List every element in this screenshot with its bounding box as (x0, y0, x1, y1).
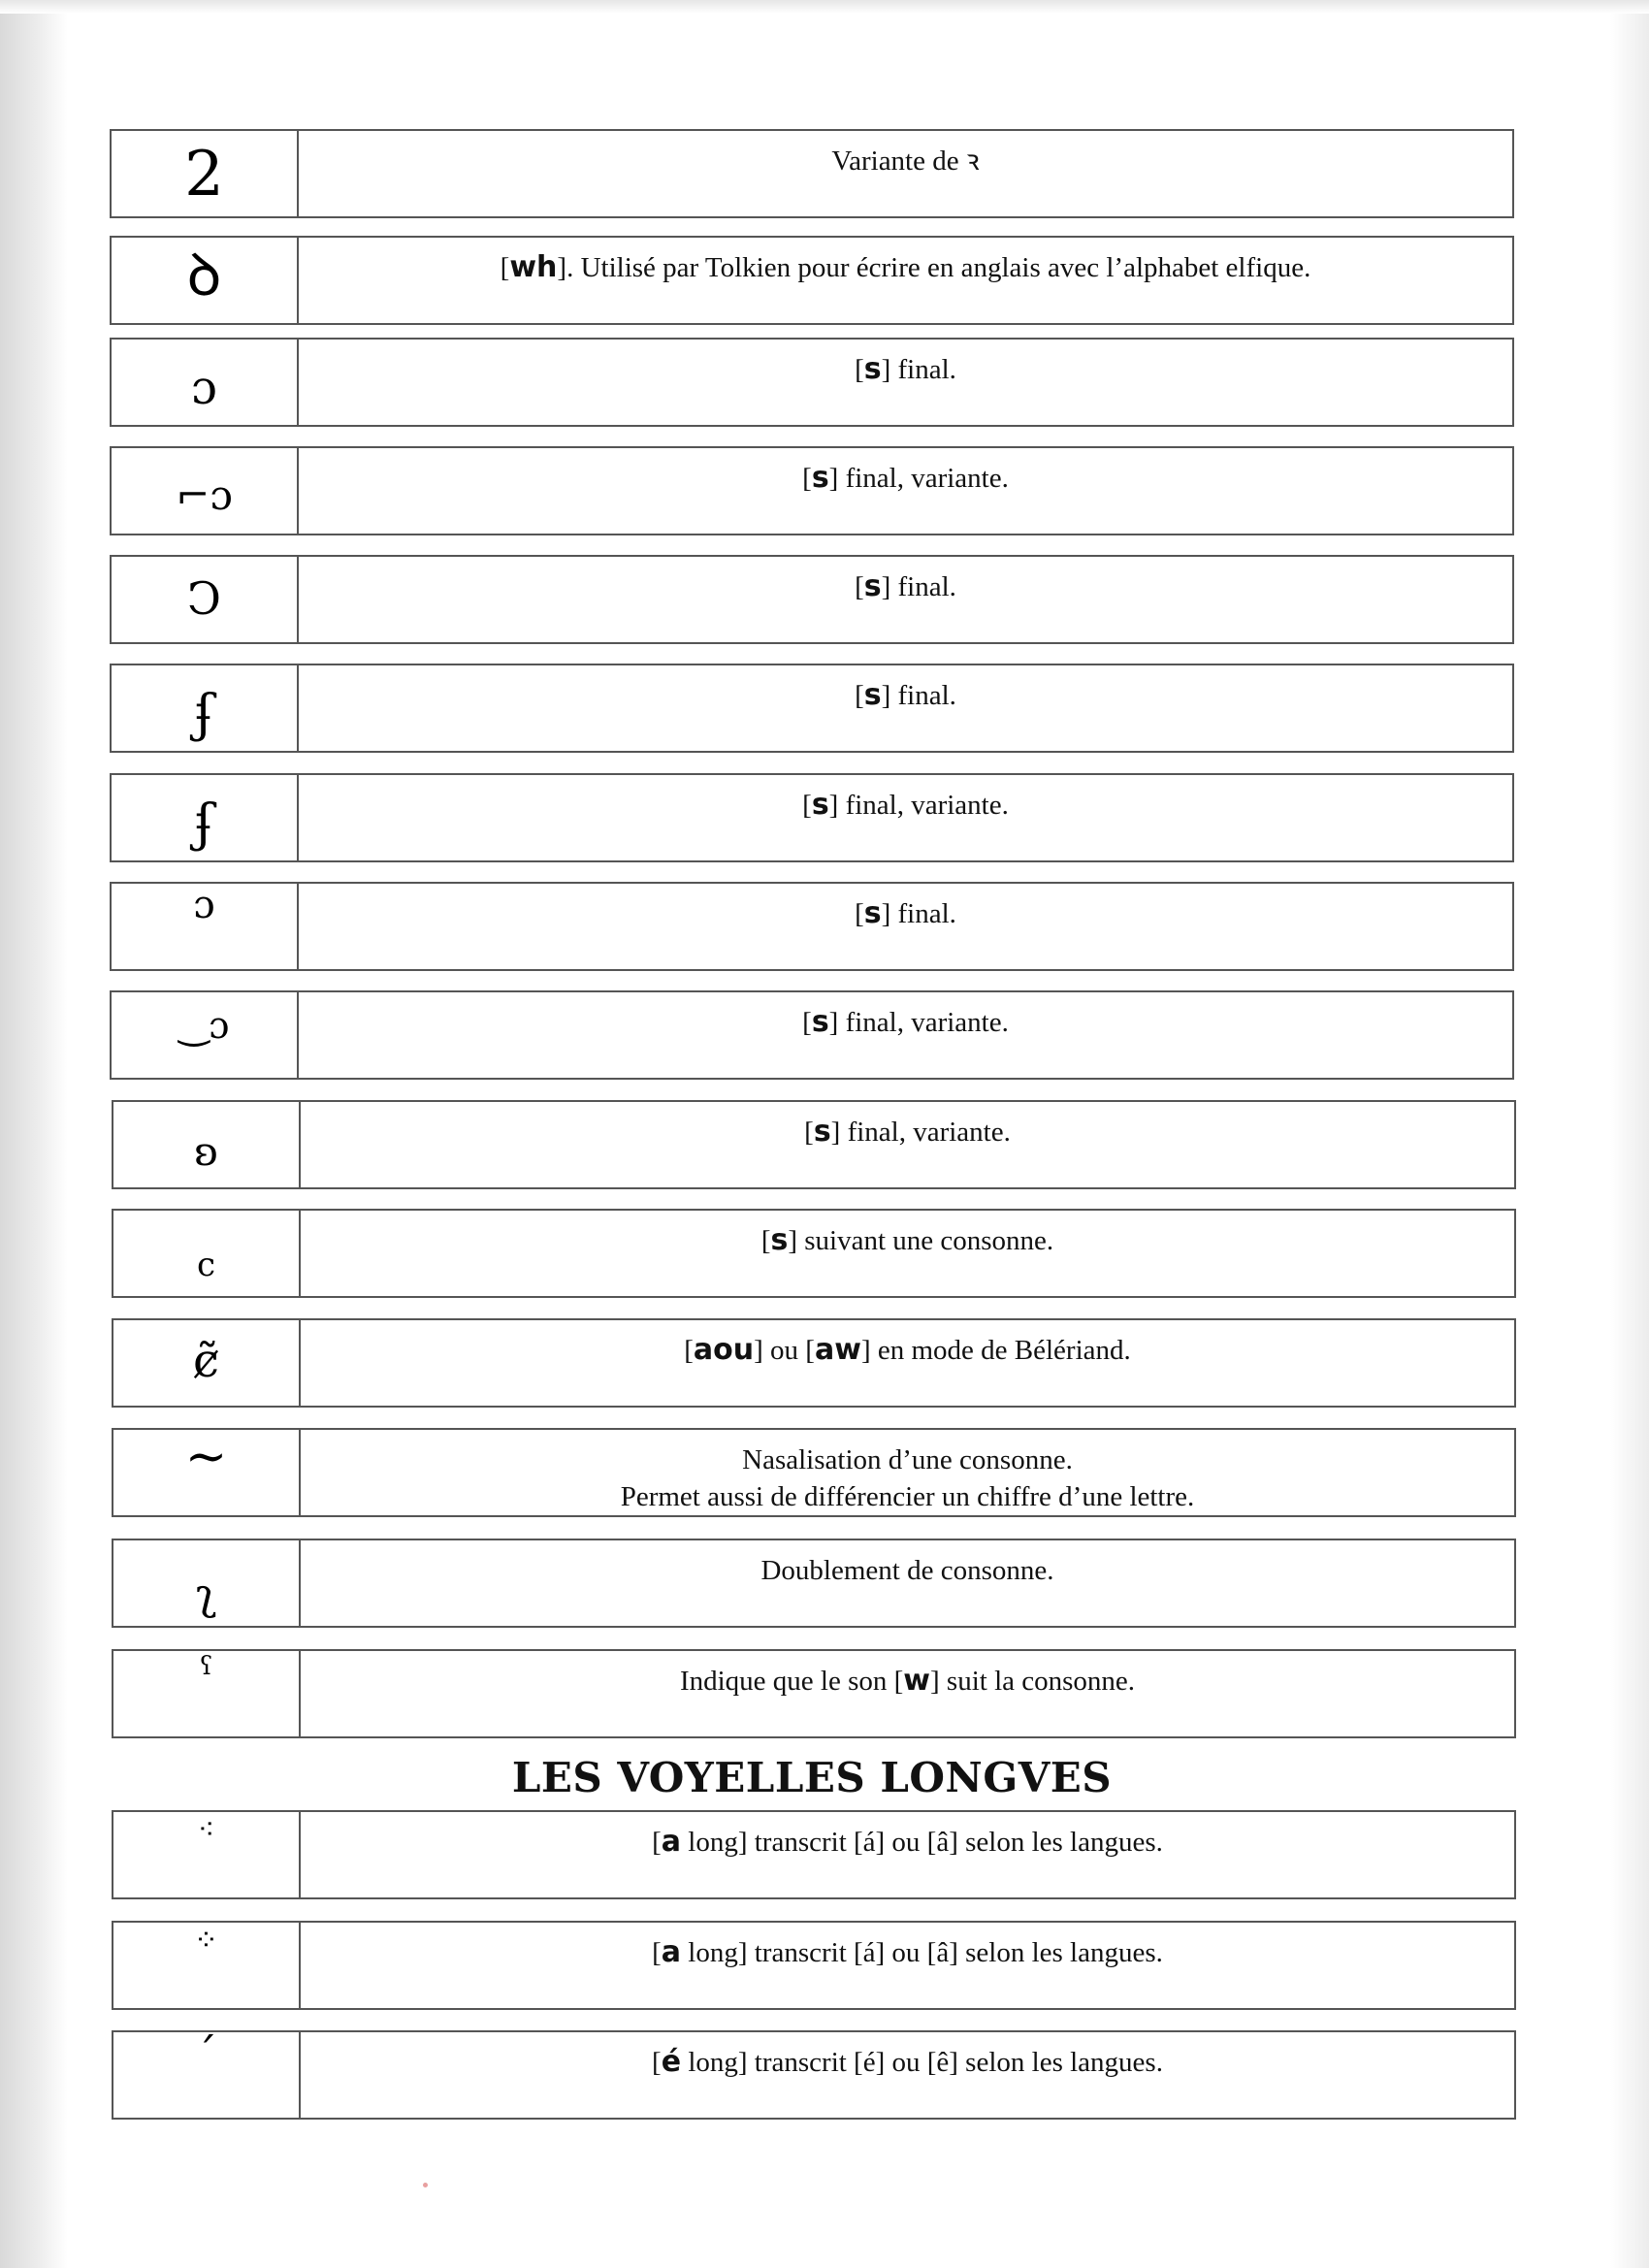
glyph-cell (112, 448, 299, 534)
phoneme-label: s (863, 678, 882, 712)
description-text: ] final. (881, 571, 956, 602)
tengwar-glyph: ɔ (193, 883, 215, 927)
table-row (112, 1100, 1516, 1189)
glyph-cell (113, 1540, 301, 1626)
description-text: long] transcrit [á] ou [â] selon les langues. (681, 1937, 1163, 1968)
description-text: [ (802, 463, 812, 494)
table-row (112, 1539, 1516, 1628)
description-text: [ (855, 898, 864, 929)
description-cell (299, 340, 1512, 425)
description-text: [ (855, 354, 864, 385)
description-text: ] final, variante. (828, 463, 1009, 494)
glyph-cell (113, 1211, 301, 1296)
scan-shadow-left (0, 0, 68, 2268)
description-text: ] final, variante. (828, 790, 1009, 821)
description-text: [ (500, 252, 510, 283)
description-cell (299, 448, 1512, 534)
table-row (110, 990, 1514, 1080)
description-text: Nasalisation d’une consonne. (742, 1444, 1073, 1475)
description-text: ] ou [ (754, 1335, 815, 1366)
description-text: ] en mode de Bélériand. (860, 1335, 1131, 1366)
phoneme-label: aw (814, 1333, 861, 1367)
phoneme-label: s (811, 1005, 829, 1039)
tengwar-glyph: ʚ (194, 1130, 218, 1175)
description-text: [ (802, 1007, 812, 1038)
description-text: [ (652, 2047, 662, 2078)
phoneme-label: a (661, 1935, 682, 1969)
table-row (112, 1810, 1516, 1899)
description-text: Permet aussi de différencier un chiffre d’une lettre. (620, 1481, 1195, 1512)
description-cell (301, 1923, 1514, 2008)
description-cell (299, 884, 1512, 969)
table-row (112, 1921, 1516, 2010)
phoneme-label: aou (693, 1333, 755, 1367)
description-text: ꝛ (965, 146, 980, 177)
tengwar-glyph: ˊ (195, 2028, 217, 2081)
description-text: [ (855, 680, 864, 711)
description-cell (299, 131, 1512, 216)
tengwar-glyph: ‿ɔ (178, 1004, 230, 1047)
scan-speck (423, 2183, 428, 2187)
description-text: [ (802, 790, 812, 821)
glyph-cell (113, 1320, 301, 1406)
table-row (112, 1209, 1516, 1298)
description-text: long] transcrit [é] ou [ê] selon les langues. (681, 2047, 1163, 2078)
tengwar-glyph: ʄ (194, 794, 214, 853)
table-row (110, 664, 1514, 753)
description-text: Indique que le son [ (679, 1666, 904, 1697)
tengwar-glyph: Ͻ (186, 572, 222, 625)
table-row (110, 773, 1514, 862)
description-cell (299, 775, 1512, 860)
description-text: ] final. (881, 680, 956, 711)
description-text: long] transcrit [á] ou [â] selon les langues. (681, 1827, 1163, 1858)
table-row (112, 1318, 1516, 1408)
phoneme-label: s (863, 569, 882, 603)
phoneme-label: s (811, 461, 829, 495)
description-text: ] suit la consonne. (930, 1666, 1136, 1697)
tengwar-glyph: ~ (184, 1428, 228, 1486)
description-text: ] final, variante. (830, 1117, 1011, 1148)
glyph-cell (113, 1651, 301, 1736)
description-text: [ (652, 1827, 662, 1858)
scan-shadow-right (1610, 0, 1649, 2268)
glyph-cell (112, 884, 299, 969)
table-row (112, 1428, 1516, 1517)
scan-shadow-top (0, 0, 1649, 14)
phoneme-label: wh (509, 250, 558, 284)
description-cell (301, 2032, 1514, 2118)
table-row (112, 1649, 1516, 1738)
glyph-cell (112, 131, 299, 216)
description-text: ] final, variante. (828, 1007, 1009, 1038)
description-cell (301, 1211, 1514, 1296)
description-text: [ (684, 1335, 694, 1366)
tengwar-glyph: ʄ (194, 685, 214, 743)
description-text: Variante de (831, 146, 966, 177)
table-row (110, 446, 1514, 535)
tengwar-glyph: ⅽ (196, 1246, 216, 1284)
description-cell (299, 557, 1512, 642)
description-cell (301, 1540, 1514, 1626)
glyph-cell (113, 1430, 301, 1515)
table-row (110, 129, 1514, 218)
description-cell (299, 238, 1512, 323)
table-row (110, 882, 1514, 971)
phoneme-label: é (661, 2045, 682, 2079)
tengwar-glyph: ɔ (191, 361, 217, 415)
table-row (110, 338, 1514, 427)
phoneme-label: s (813, 1115, 831, 1149)
description-cell (301, 1430, 1514, 1515)
glyph-cell (113, 1102, 301, 1187)
description-cell (301, 1812, 1514, 1897)
table-row (110, 555, 1514, 644)
table-row (110, 236, 1514, 325)
tengwar-glyph: ȼ̃ (193, 1334, 219, 1388)
glyph-cell (113, 2028, 301, 2118)
phoneme-label: s (863, 352, 882, 386)
glyph-cell (113, 1812, 301, 1897)
phoneme-label: s (811, 788, 829, 822)
tengwar-glyph: ⁖ (197, 1813, 215, 1847)
tengwar-glyph: 2 (184, 139, 224, 211)
glyph-cell (112, 557, 299, 642)
description-text: ] final. (881, 354, 956, 385)
tengwar-glyph: ꝺ (186, 242, 222, 309)
description-cell (301, 1320, 1514, 1406)
description-cell (299, 992, 1512, 1078)
description-cell (301, 1102, 1514, 1187)
tengwar-glyph: ⌐ɔ (176, 471, 233, 519)
tengwar-glyph: ʅ (195, 1570, 217, 1619)
glyph-cell (112, 340, 299, 425)
phoneme-label: s (770, 1223, 789, 1257)
glyph-cell (112, 992, 299, 1078)
description-cell (301, 1651, 1514, 1736)
tengwar-glyph: ⁘ (193, 1924, 219, 1958)
description-text: [ (652, 1937, 662, 1968)
phoneme-label: s (863, 896, 882, 930)
tengwar-glyph: ʕ (199, 1652, 213, 1681)
section-heading: LES VOYELLES LONGVES (511, 1754, 1113, 1801)
description-text: ] suivant une consonne. (788, 1225, 1054, 1256)
description-text: [ (760, 1225, 771, 1256)
table-row (112, 2030, 1516, 2120)
description-text: ]. Utilisé par Tolkien pour écrire en anglais avec l’alphabet elfique. (557, 252, 1311, 283)
glyph-cell (113, 1923, 301, 2008)
description-text: Doublement de consonne. (760, 1555, 1054, 1586)
glyph-cell (112, 665, 299, 751)
description-cell (299, 665, 1512, 751)
description-text: [ (804, 1117, 814, 1148)
glyph-cell (112, 238, 299, 323)
phoneme-label: w (903, 1664, 931, 1698)
description-text: [ (855, 571, 864, 602)
glyph-cell (112, 775, 299, 860)
phoneme-label: a (661, 1825, 682, 1859)
description-text: ] final. (881, 898, 956, 929)
